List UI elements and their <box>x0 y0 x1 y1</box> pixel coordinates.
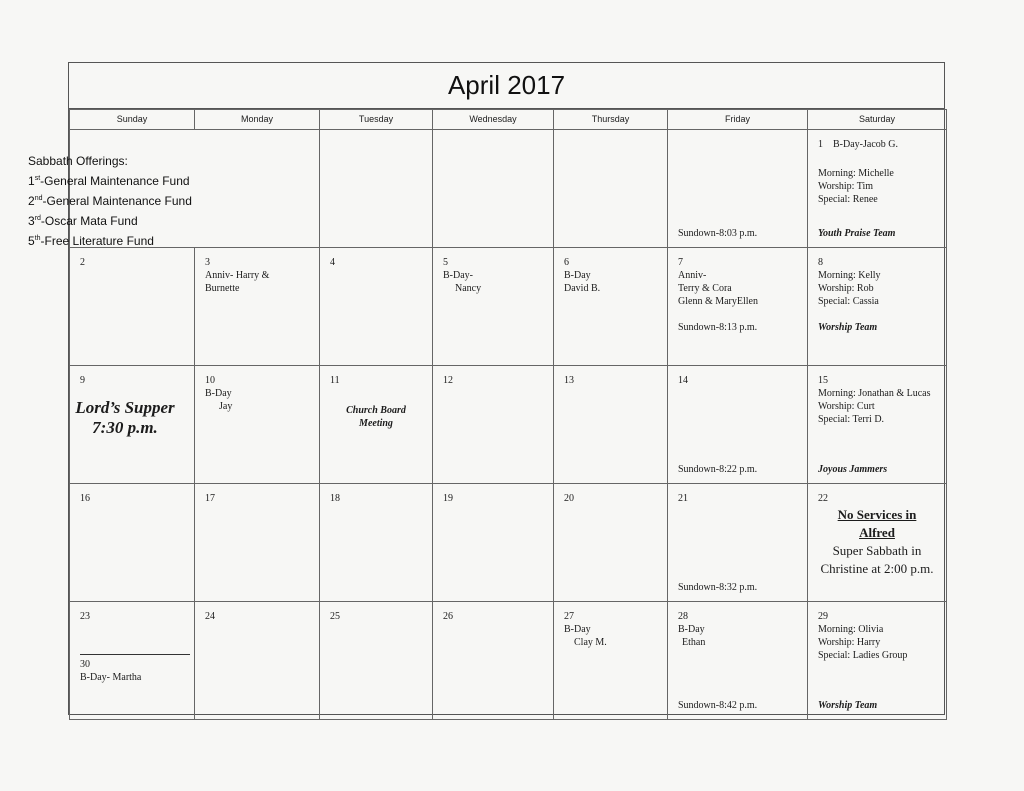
birthday-note: B-Day <box>564 624 591 635</box>
day-cell <box>320 248 433 366</box>
day-number: 21 <box>678 493 688 504</box>
day-number: 18 <box>330 493 340 504</box>
birthday-name: David B. <box>564 283 601 294</box>
event-title: Lord’s Supper <box>75 398 175 417</box>
day-number: 6 <box>564 257 569 268</box>
anniversary-names: Glenn & MaryEllen <box>678 296 758 307</box>
praise-team: Joyous Jammers <box>818 464 888 475</box>
sundown-time: Sundown-8:42 p.m. <box>678 700 758 711</box>
worship-leader: Worship: Curt <box>818 401 875 412</box>
notice-heading-line2: Alfred <box>859 525 895 540</box>
notice-heading: No Services in <box>837 507 917 522</box>
day-cell <box>668 602 808 720</box>
praise-team: Worship Team <box>818 700 878 711</box>
week-row <box>70 366 947 484</box>
offering-item: 3rd-Oscar Mata Fund <box>28 214 138 228</box>
day-cell <box>554 248 668 366</box>
weekday-header <box>70 110 947 130</box>
day-cell <box>433 484 554 602</box>
weekday-friday: Friday <box>668 110 808 130</box>
week-row <box>70 484 947 602</box>
birthday-name: Clay M. <box>574 637 607 648</box>
birthday-name: Jay <box>219 401 233 412</box>
weekday-monday: Monday <box>195 110 320 130</box>
birthday-note: B-Day <box>205 388 232 399</box>
day-number: 1 B-Day-Jacob G. <box>818 139 898 150</box>
day-number: 11 <box>330 375 340 386</box>
day-cell <box>808 366 947 484</box>
day-number: 22 <box>818 493 828 504</box>
day-cell <box>70 484 195 602</box>
day-number: 4 <box>330 257 335 268</box>
day-cell <box>433 602 554 720</box>
day-number: 30 <box>80 659 90 670</box>
anniversary-note: Anniv- <box>678 270 707 281</box>
special-music: Special: Cassia <box>818 296 879 307</box>
week-row <box>70 130 947 248</box>
calendar-title: April 2017 <box>69 63 944 109</box>
day-number: 17 <box>205 493 215 504</box>
day-number: 27 <box>564 611 574 622</box>
worship-leader: Worship: Tim <box>818 181 874 192</box>
day-number: 26 <box>443 611 453 622</box>
day-number: 12 <box>443 375 453 386</box>
weekday-saturday: Saturday <box>808 110 947 130</box>
day-number: 7 <box>678 257 683 268</box>
anniversary-names: Terry & Cora <box>678 283 732 294</box>
day-cell <box>70 366 195 484</box>
worship-leader: Worship: Rob <box>818 283 874 294</box>
special-music: Special: Terri D. <box>818 414 885 425</box>
birthday-note: B-Day- Martha <box>80 672 142 683</box>
day-number: 20 <box>564 493 574 504</box>
day-cell <box>668 130 808 248</box>
sundown-time: Sundown-8:13 p.m. <box>678 322 758 333</box>
day-number: 10 <box>205 375 215 386</box>
day-number: 9 <box>80 375 85 386</box>
notice-detail: Super Sabbath in <box>832 543 922 558</box>
sundown-time: Sundown-8:03 p.m. <box>678 228 758 239</box>
church-board-meeting <box>320 404 432 430</box>
day-cell <box>70 248 195 366</box>
day-cell <box>195 248 320 366</box>
notice-detail-line2: Christine at 2:00 p.m. <box>820 561 934 576</box>
day-cell <box>554 484 668 602</box>
day-number: 3 <box>205 257 210 268</box>
lords-supper-event <box>70 398 180 438</box>
day-number: 13 <box>564 375 574 386</box>
day-cell <box>433 366 554 484</box>
sabbath-offerings <box>28 151 192 251</box>
sundown-time: Sundown-8:32 p.m. <box>678 582 758 593</box>
day-cell <box>433 248 554 366</box>
day-number: 15 <box>818 375 828 386</box>
day-cell <box>195 602 320 720</box>
day-number: 23 <box>80 611 90 622</box>
birthday-note: B-Day <box>678 624 705 635</box>
day-cell <box>668 248 808 366</box>
week-row <box>70 248 947 366</box>
morning-speaker: Morning: Jonathan & Lucas <box>818 388 931 399</box>
day-cell <box>195 484 320 602</box>
anniversary-note: Anniv- Harry & <box>205 270 270 281</box>
day-number: 25 <box>330 611 340 622</box>
weekday-thursday: Thursday <box>554 110 668 130</box>
day-cell <box>554 130 668 248</box>
event-title-line2: Meeting <box>359 418 393 429</box>
calendar-grid <box>69 109 947 720</box>
birthday-note: B-Day- <box>443 270 473 281</box>
offering-item: 1st-General Maintenance Fund <box>28 174 190 188</box>
birthday-note: B-Day-Jacob G. <box>833 139 898 150</box>
day-number: 28 <box>678 611 688 622</box>
praise-team: Youth Praise Team <box>818 228 896 239</box>
offering-item: 5th-Free Literature Fund <box>28 234 154 248</box>
day-number: 16 <box>80 493 90 504</box>
birthday-name: Ethan <box>682 637 706 648</box>
anniversary-names: Burnette <box>205 283 240 294</box>
weekday-tuesday: Tuesday <box>320 110 433 130</box>
day-number: 5 <box>443 257 448 268</box>
day-cell <box>320 130 433 248</box>
event-time: 7:30 p.m. <box>92 418 158 437</box>
week-row <box>70 602 947 720</box>
day-number: 8 <box>818 257 823 268</box>
day-cell <box>808 602 947 720</box>
day-number: 14 <box>678 375 688 386</box>
morning-speaker: Morning: Kelly <box>818 270 881 281</box>
day-cell <box>320 602 433 720</box>
weekday-wednesday: Wednesday <box>433 110 554 130</box>
calendar <box>68 62 945 715</box>
day-cell <box>195 366 320 484</box>
morning-speaker: Morning: Michelle <box>818 168 894 179</box>
birthday-note: B-Day <box>564 270 591 281</box>
offering-item: 2nd-General Maintenance Fund <box>28 194 192 208</box>
event-title: Church Board <box>346 405 406 416</box>
special-music: Special: Ladies Group <box>818 650 908 661</box>
weekday-sunday: Sunday <box>70 110 195 130</box>
praise-team: Worship Team <box>818 322 878 333</box>
day-cell <box>320 484 433 602</box>
sundown-time: Sundown-8:22 p.m. <box>678 464 758 475</box>
worship-leader: Worship: Harry <box>818 637 881 648</box>
day-cell <box>195 130 320 248</box>
day-cell <box>668 484 808 602</box>
day-number: 24 <box>205 611 215 622</box>
day-number: 29 <box>818 611 828 622</box>
day-cell <box>433 130 554 248</box>
day-number: 2 <box>80 257 85 268</box>
split-cell-divider <box>80 654 190 655</box>
morning-speaker: Morning: Olivia <box>818 624 884 635</box>
special-music: Special: Renee <box>818 194 878 205</box>
day-cell <box>554 366 668 484</box>
day-cell <box>668 366 808 484</box>
offerings-heading: Sabbath Offerings: <box>28 154 128 168</box>
birthday-name: Nancy <box>455 283 482 294</box>
day-cell <box>808 130 947 248</box>
day-cell <box>320 366 433 484</box>
day-number: 19 <box>443 493 453 504</box>
day-cell <box>808 484 947 602</box>
day-cell <box>808 248 947 366</box>
no-services-notice <box>808 506 946 578</box>
day-cell <box>554 602 668 720</box>
day-cell <box>70 602 195 720</box>
